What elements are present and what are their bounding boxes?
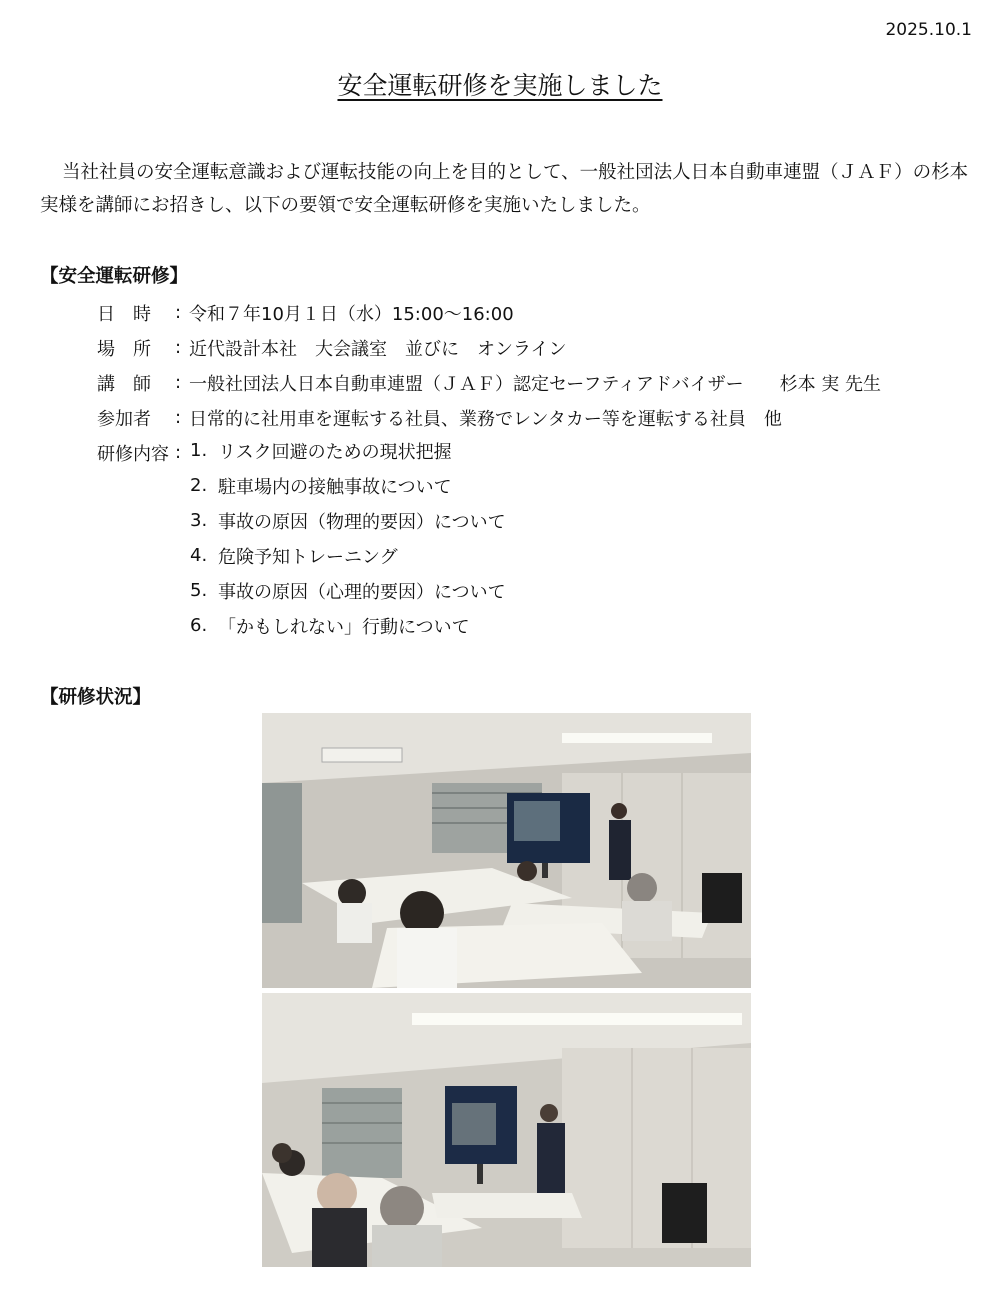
detail-value: 一般社団法人日本自動車連盟（ＪＡＦ）認定セーフティアドバイザー 杉本 実 先生 <box>189 373 882 395</box>
training-photo-2 <box>262 993 751 1267</box>
status-section-heading: 【研修状況】 <box>40 687 152 708</box>
list-item: 2. 駐車場内の接触事故について <box>190 475 452 498</box>
page-title: 安全運転研修を実施しました <box>337 71 663 100</box>
list-item: 6. 「かもしれない」行動について <box>190 615 470 638</box>
document-date: 2025.10.1 <box>885 20 972 40</box>
detail-value: 近代設計本社 大会議室 並びに オンライン <box>189 338 567 360</box>
detail-label: 参加者 <box>97 408 151 430</box>
detail-label: 日 時 <box>97 303 151 325</box>
detail-value: 令和７年10月１日（水）15:00～16:00 <box>189 303 514 325</box>
list-item: 5. 事故の原因（心理的要因）について <box>190 580 506 603</box>
detail-value: 日常的に社用車を運転する社員、業務でレンタカー等を運転する社員 他 <box>189 408 782 430</box>
training-photo-1 <box>262 713 751 988</box>
detail-row-content: 研修内容 : <box>97 435 881 470</box>
list-item: 1. リスク回避のための現状把握 <box>190 440 452 463</box>
detail-label: 場 所 <box>97 338 151 360</box>
detail-row-lecturer: 講 師 : 一般社団法人日本自動車連盟（ＪＡＦ）認定セーフティアドバイザー 杉本 実 先生 <box>97 365 881 400</box>
list-item: 3. 事故の原因（物理的要因）について <box>190 510 506 533</box>
detail-label: 講 師 <box>97 373 151 395</box>
training-content-list <box>190 433 506 643</box>
detail-label: 研修内容 <box>97 443 169 465</box>
list-item: 4. 危険予知トレーニング <box>190 545 398 568</box>
intro-line-1: 当社社員の安全運転意識および運転技能の向上を目的として、一般社団法人日本自動車連盟（ＪＡＦ）の杉本 <box>62 162 969 183</box>
detail-row-datetime: 日 時 : 令和７年10月１日（水）15:00～16:00 <box>97 295 881 330</box>
training-section-heading: 【安全運転研修】 <box>40 266 189 287</box>
detail-row-participants: 参加者 : 日常的に社用車を運転する社員、業務でレンタカー等を運転する社員 他 <box>97 400 881 435</box>
intro-paragraph <box>40 156 980 222</box>
intro-line-2: 実様を講師にお招きし、以下の要領で安全運転研修を実施いたしました。 <box>40 195 651 216</box>
detail-row-place: 場 所 : 近代設計本社 大会議室 並びに オンライン <box>97 330 881 365</box>
